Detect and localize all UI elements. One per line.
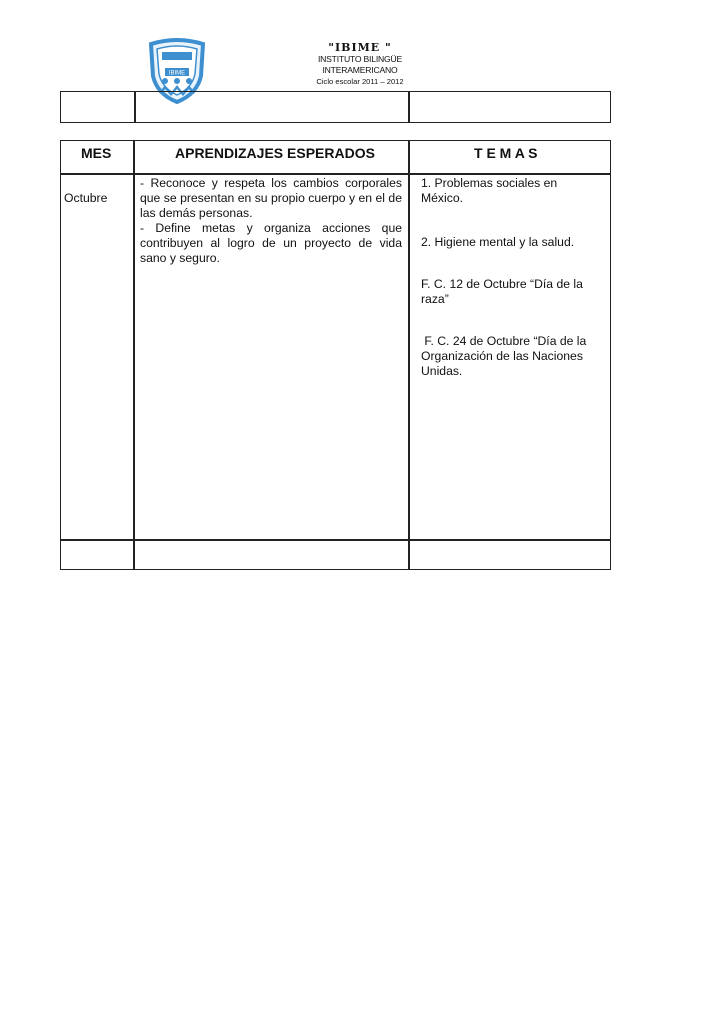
topic-item: F. C. 12 de Octubre “Día de la raza” (421, 277, 583, 306)
column-divider-2 (408, 140, 410, 570)
header-mes: MES (81, 145, 112, 161)
topic-item: 1. Problemas sociales en México. (421, 176, 558, 205)
header-temas: T E M A S (474, 145, 538, 161)
info-row-divider-2 (408, 91, 410, 123)
school-cycle: Ciclo escolar 2011 – 2012 (316, 77, 404, 86)
learning-outcomes (140, 176, 402, 266)
info-row-divider-1 (134, 91, 136, 123)
header-aprendizajes: APRENDIZAJES ESPERADOS (175, 145, 375, 161)
footer-divider (60, 539, 611, 541)
info-row (60, 91, 611, 123)
learning-outcome-item: - Reconoce y respeta los cambios corporales que se presentan en su propio cuerpo y en el de las demás personas. (140, 176, 402, 220)
school-brand: "IBIME " (328, 41, 392, 54)
topics-list (421, 176, 599, 379)
topic-item: 2. Higiene mental y la salud. (421, 235, 575, 249)
month-cell: Octubre (64, 191, 108, 205)
topic-item: F. C. 24 de Octubre “Día de la Organización de las Naciones Unidas. (421, 334, 590, 378)
header-block (280, 42, 440, 87)
column-divider-1 (133, 140, 135, 570)
logo-text: IBIME (168, 70, 186, 77)
institution-name: INSTITUTO BILINGÜE INTERAMERICANO (317, 54, 403, 75)
header-divider (60, 173, 611, 175)
learning-outcome-item: - Define metas y organiza acciones que contribuyen al logro de un proyecto de vida sano y seguro. (140, 221, 402, 265)
